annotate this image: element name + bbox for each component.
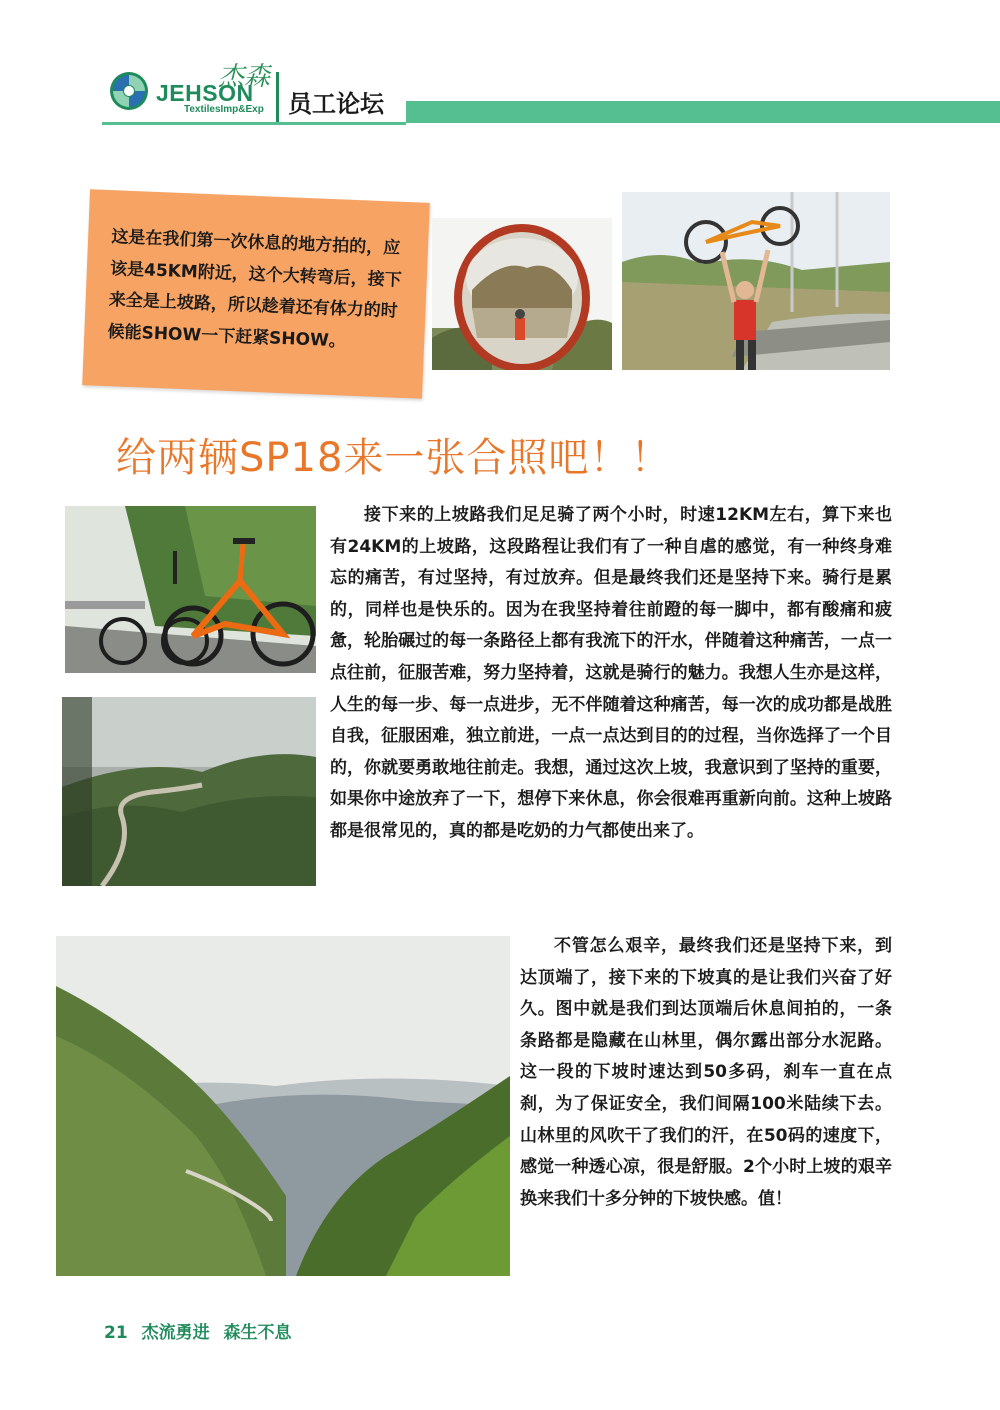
bike-lift-photo [622, 192, 890, 370]
page-number: 21 [104, 1323, 128, 1343]
header-underline [102, 122, 406, 125]
footer-slogan-1: 杰流勇进 [141, 1323, 210, 1343]
header-divider [276, 72, 279, 124]
brand-chinese-name: 杰森 [218, 62, 271, 92]
footer-slogan-2: 森生不息 [223, 1323, 292, 1343]
mirror-photo [432, 218, 612, 370]
winding-road-photo [62, 697, 316, 886]
caption-text: 这是在我们第一次休息的地方拍的，应该是45KM附近，这个大转弯后，接下来全是上坡路，所以趁着还有体力的时候能SHOW一下赶紧SHOW。 [107, 226, 403, 351]
page-footer [104, 1318, 300, 1343]
brand-subtitle: TextilesImp&Exp [184, 104, 264, 115]
article-paragraph-2: 不管怎么艰辛，最终我们还是坚持下来，到达顶端了，接下来的下坡真的是让我们兴奋了好久。图中就是我们到达顶端后休息间拍的，一条条路都是隐藏在山林里，偶尔露出部分水泥路。这一段的下坡时速达到50多码，刹车一直在点刹，为了保证安全，我们间隔100米陆续下去。山林里的风吹干了我们的汗，在50码的速度下，感觉一种透心凉，很是舒服。2个小时上坡的艰辛换来我们十多分钟的下坡快感。值！ [520, 936, 892, 1209]
mountain-valley-photo [56, 936, 510, 1276]
article-headline: 给两辆SP18来一张合照吧！！ [116, 435, 672, 481]
brand-name: JEHSON [156, 80, 254, 106]
header-green-bar [406, 101, 1000, 123]
jehson-logo-icon [108, 70, 150, 112]
section-title: 员工论坛 [288, 90, 384, 118]
two-bikes-photo [65, 506, 316, 673]
article-paragraph-1: 接下来的上坡路我们足足骑了两个小时，时速12KM左右，算下来也有24KM的上坡路，这段路程让我们有了一种自虐的感觉，有一种终身难忘的痛苦，有过坚持，有过放弃。但是最终我们还是坚持下来。骑行是累的，同样也是快乐的。因为在我坚持着往前蹬的每一脚中，都有酸痛和疲惫，轮胎碾过的每一条路径上都有我流下的汗水，伴随着这种痛苦，一点一点往前，征服苦难，努力坚持着，这就是骑行的魅力。我想人生亦是这样，人生的每一步、每一点进步，无不伴随着这种痛苦，每一次的成功都是战胜自我，征服困难，独立前进，一点一点达到目的的过程，当你选择了一个目的，你就要勇敢地往前走。我想，通过这次上坡，我意识到了坚持的重要，如果你中途放弃了一下，想停下来休息，你会很难再重新向前。这种上坡路都是很常见的，真的都是吃奶的力气都使出来了。 [330, 505, 892, 841]
